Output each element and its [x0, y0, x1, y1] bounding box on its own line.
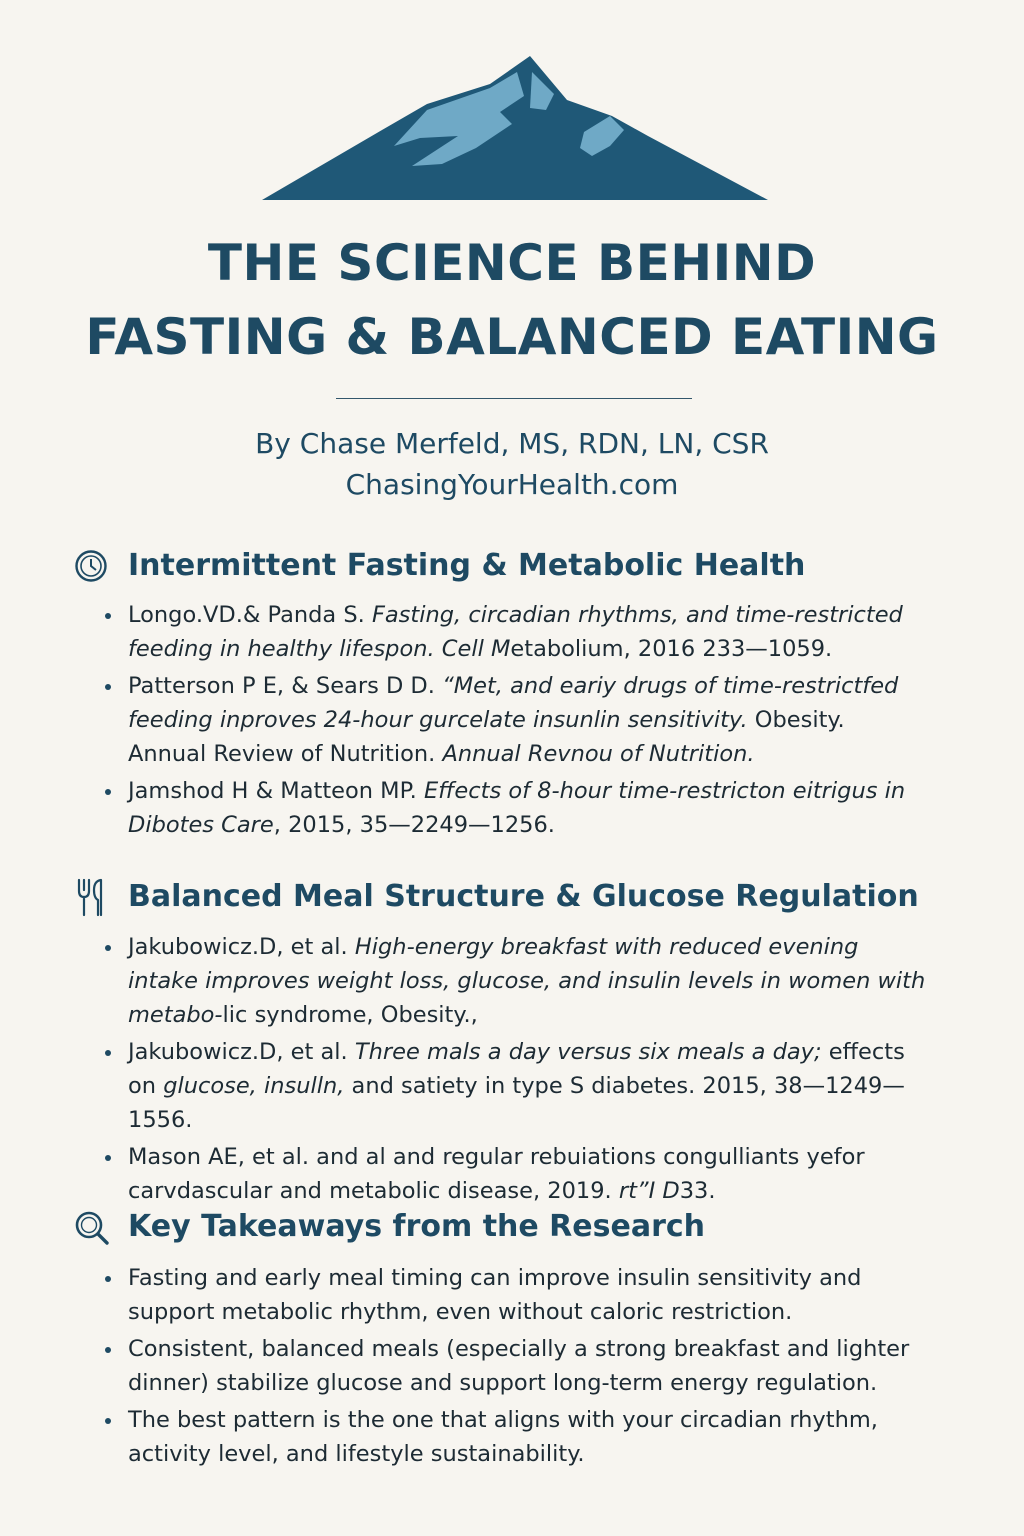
list-item: Mason AE, et al. and al and regular rebuiations congulliants yefor carvdascular and metabolic disease, 2019. rt”I D33.	[128, 1140, 928, 1208]
section-heading-meals: Balanced Meal Structure & Glucose Regulation	[128, 879, 919, 914]
mountain-icon	[262, 52, 768, 202]
page-title-line-2: FASTING & BALANCED EATING	[85, 308, 939, 366]
list-item: Jamshod H & Matteon MP. Effects of 8-hour time-restricton eitrigus in Dibotes Care, 2015, 35—2249—1256.	[128, 774, 928, 842]
title-divider	[336, 398, 692, 399]
fork-knife-icon	[76, 878, 106, 918]
takeaways-list	[128, 1261, 928, 1474]
list-item: Consistent, balanced meals (especially a strong breakfast and lighter dinner) stabilize glucose and support long-term energy regulation.	[128, 1332, 928, 1400]
fasting-reference-list	[128, 598, 928, 845]
magnifier-icon	[74, 1210, 110, 1246]
list-item: The best pattern is the one that aligns with your circadian rhythm, activity level, and lifestyle sustainability.	[128, 1403, 928, 1471]
website-link[interactable]: ChasingYourHealth.com	[345, 468, 679, 501]
list-item: Fasting and early meal timing can improve insulin sensitivity and support metabolic rhythm, even without caloric restriction.	[128, 1261, 928, 1329]
author-byline: By Chase Merfeld, MS, RDN, LN, CSR	[255, 427, 769, 460]
section-heading-fasting: Intermittent Fasting & Metabolic Health	[128, 548, 806, 583]
list-item: Jakubowicz.D, et al. Three mals a day versus six meals a day; effects on glucose, insulln, and satiety in type S diabetes. 2015, 38—1249—1556.	[128, 1035, 928, 1137]
list-item: Longo.VD.& Panda S. Fasting, circadian rhythms, and time-restricted feeding in healthy lifespon. Cell Metabolium, 2016 233—1059.	[128, 598, 928, 666]
clock-icon	[74, 549, 108, 583]
list-item: Jakubowicz.D, et al. High-energy breakfast with reduced evening intake improves weight loss, glucose, and insulin levels in women with metabo-lic syndrome, Obesity.,	[128, 930, 928, 1032]
section-heading-takeaways: Key Takeaways from the Research	[128, 1209, 706, 1244]
list-item: Patterson P E, & Sears D D. “Met, and eariy drugs of time-restrictfed feeding inproves 24-hour gurcelate insunlin sensitivity. Obesity. Annual Review of Nutrition. Annual Revnou of Nutrition.	[128, 669, 928, 771]
page-title-line-1: THE SCIENCE BEHIND	[207, 234, 817, 292]
meals-reference-list	[128, 930, 928, 1211]
